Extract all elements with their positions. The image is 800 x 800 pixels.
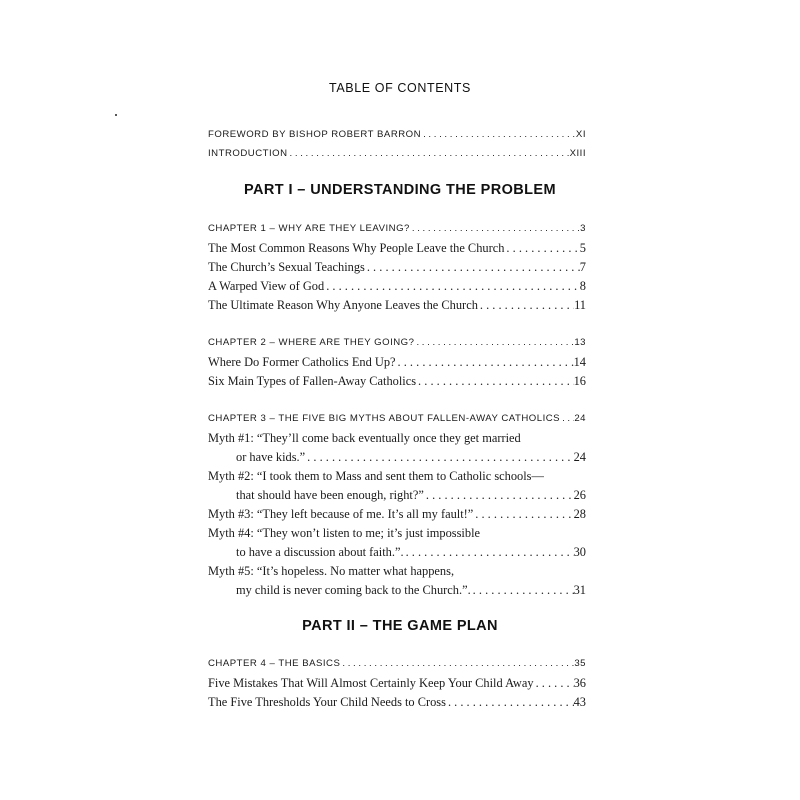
toc-section [208, 693, 586, 711]
chapter-title: CHAPTER 1 – WHY ARE THEY LEAVING? [208, 223, 410, 234]
dot-leader [446, 693, 574, 711]
section-title: The Five Thresholds Your Child Needs to Cross [208, 695, 446, 709]
toc-chapter-2 [208, 334, 586, 352]
toc-section [208, 353, 586, 371]
section-title: Where Do Former Catholics End Up? [208, 355, 396, 369]
toc-chapter-1 [208, 220, 586, 238]
entry-title: FOREWORD BY BISHOP ROBERT BARRON [208, 129, 422, 140]
toc-entry-foreword [208, 126, 586, 144]
myth-5-line1: Myth #5: “It’s hopeless. No matter what happens, [208, 564, 455, 578]
section-page: 31 [573, 583, 586, 597]
dot-leader [324, 277, 580, 295]
section-title-continued: my child is never coming back to the Church.”. [236, 583, 471, 597]
toc-section [208, 277, 586, 295]
toc-section [236, 581, 586, 599]
dot-leader [471, 581, 574, 599]
section-page: 7 [579, 260, 586, 274]
section-title: The Ultimate Reason Why Anyone Leaves the Church [208, 298, 478, 312]
toc-entry-introduction [208, 145, 586, 163]
section-page: 8 [579, 279, 586, 293]
dot-leader [288, 145, 570, 163]
section-page: 28 [573, 507, 586, 521]
chapter-page: 35 [574, 658, 586, 669]
section-page: 43 [573, 695, 586, 709]
myth-4-line1: Myth #4: “They won’t listen to me; it’s just impossible [208, 526, 481, 540]
section-title-continued: or have kids.” [236, 450, 306, 464]
section-page: 36 [573, 676, 586, 690]
section-title-continued: to have a discussion about faith.”. [236, 545, 404, 559]
chapter-title: CHAPTER 2 – WHERE ARE THEY GOING? [208, 337, 415, 348]
section-title: The Most Common Reasons Why People Leave the Church [208, 241, 505, 255]
toc-section [236, 486, 586, 504]
page-title: TABLE OF CONTENTS [329, 81, 471, 95]
dot-leader [365, 258, 580, 276]
dot-leader [410, 220, 580, 238]
section-title-continued: that should have been enough, right?” [236, 488, 424, 502]
section-title: Six Main Types of Fallen-Away Catholics [208, 374, 417, 388]
toc-section [236, 543, 586, 561]
chapter-page: 13 [574, 337, 586, 348]
entry-page: XIII [569, 148, 586, 159]
dot-leader [504, 239, 579, 257]
dot-leader [340, 655, 574, 673]
entry-page: XI [575, 129, 586, 140]
section-page: 24 [573, 450, 586, 464]
chapter-page: 24 [574, 413, 586, 424]
section-title: Myth #3: “They left because of me. It’s all my fault!” [208, 507, 474, 521]
dot-leader [421, 126, 576, 144]
dot-leader [473, 505, 573, 523]
toc-section [208, 239, 586, 257]
dot-leader [305, 448, 573, 466]
section-page: 26 [573, 488, 586, 502]
toc-section [208, 674, 586, 692]
dot-leader [560, 410, 574, 428]
chapter-title: CHAPTER 4 – THE BASICS [208, 658, 341, 669]
dot-leader [478, 296, 574, 314]
dot-leader [404, 543, 574, 561]
toc-section [208, 372, 586, 390]
dot-leader [416, 372, 574, 390]
chapter-page: 3 [580, 223, 586, 234]
section-page: 30 [573, 545, 586, 559]
toc-section [208, 258, 586, 276]
entry-title: INTRODUCTION [208, 148, 288, 159]
dot-leader [414, 334, 574, 352]
section-title: Five Mistakes That Will Almost Certainly Keep Your Child Away [208, 676, 534, 690]
part-heading-1: PART I – UNDERSTANDING THE PROBLEM [244, 182, 556, 198]
toc-chapter-3 [208, 410, 586, 428]
section-title: A Warped View of God [208, 279, 325, 293]
dot-leader [396, 353, 574, 371]
stray-mark [115, 114, 117, 116]
chapter-title: CHAPTER 3 – THE FIVE BIG MYTHS ABOUT FALLEN-AWAY CATHOLICS [208, 413, 561, 424]
section-page: 5 [579, 241, 586, 255]
section-title: The Church’s Sexual Teachings [208, 260, 365, 274]
section-page: 14 [573, 355, 586, 369]
toc-section [208, 296, 586, 314]
toc-section [208, 505, 586, 523]
toc-chapter-4 [208, 655, 586, 673]
myth-1-line1: Myth #1: “They’ll come back eventually once they get married [208, 431, 521, 445]
myth-2-line1: Myth #2: “I took them to Mass and sent them to Catholic schools— [208, 469, 544, 483]
section-page: 11 [574, 298, 586, 312]
dot-leader [424, 486, 574, 504]
toc-section [236, 448, 586, 466]
dot-leader [534, 674, 574, 692]
part-heading-2: PART II – THE GAME PLAN [302, 618, 498, 634]
section-page: 16 [573, 374, 586, 388]
